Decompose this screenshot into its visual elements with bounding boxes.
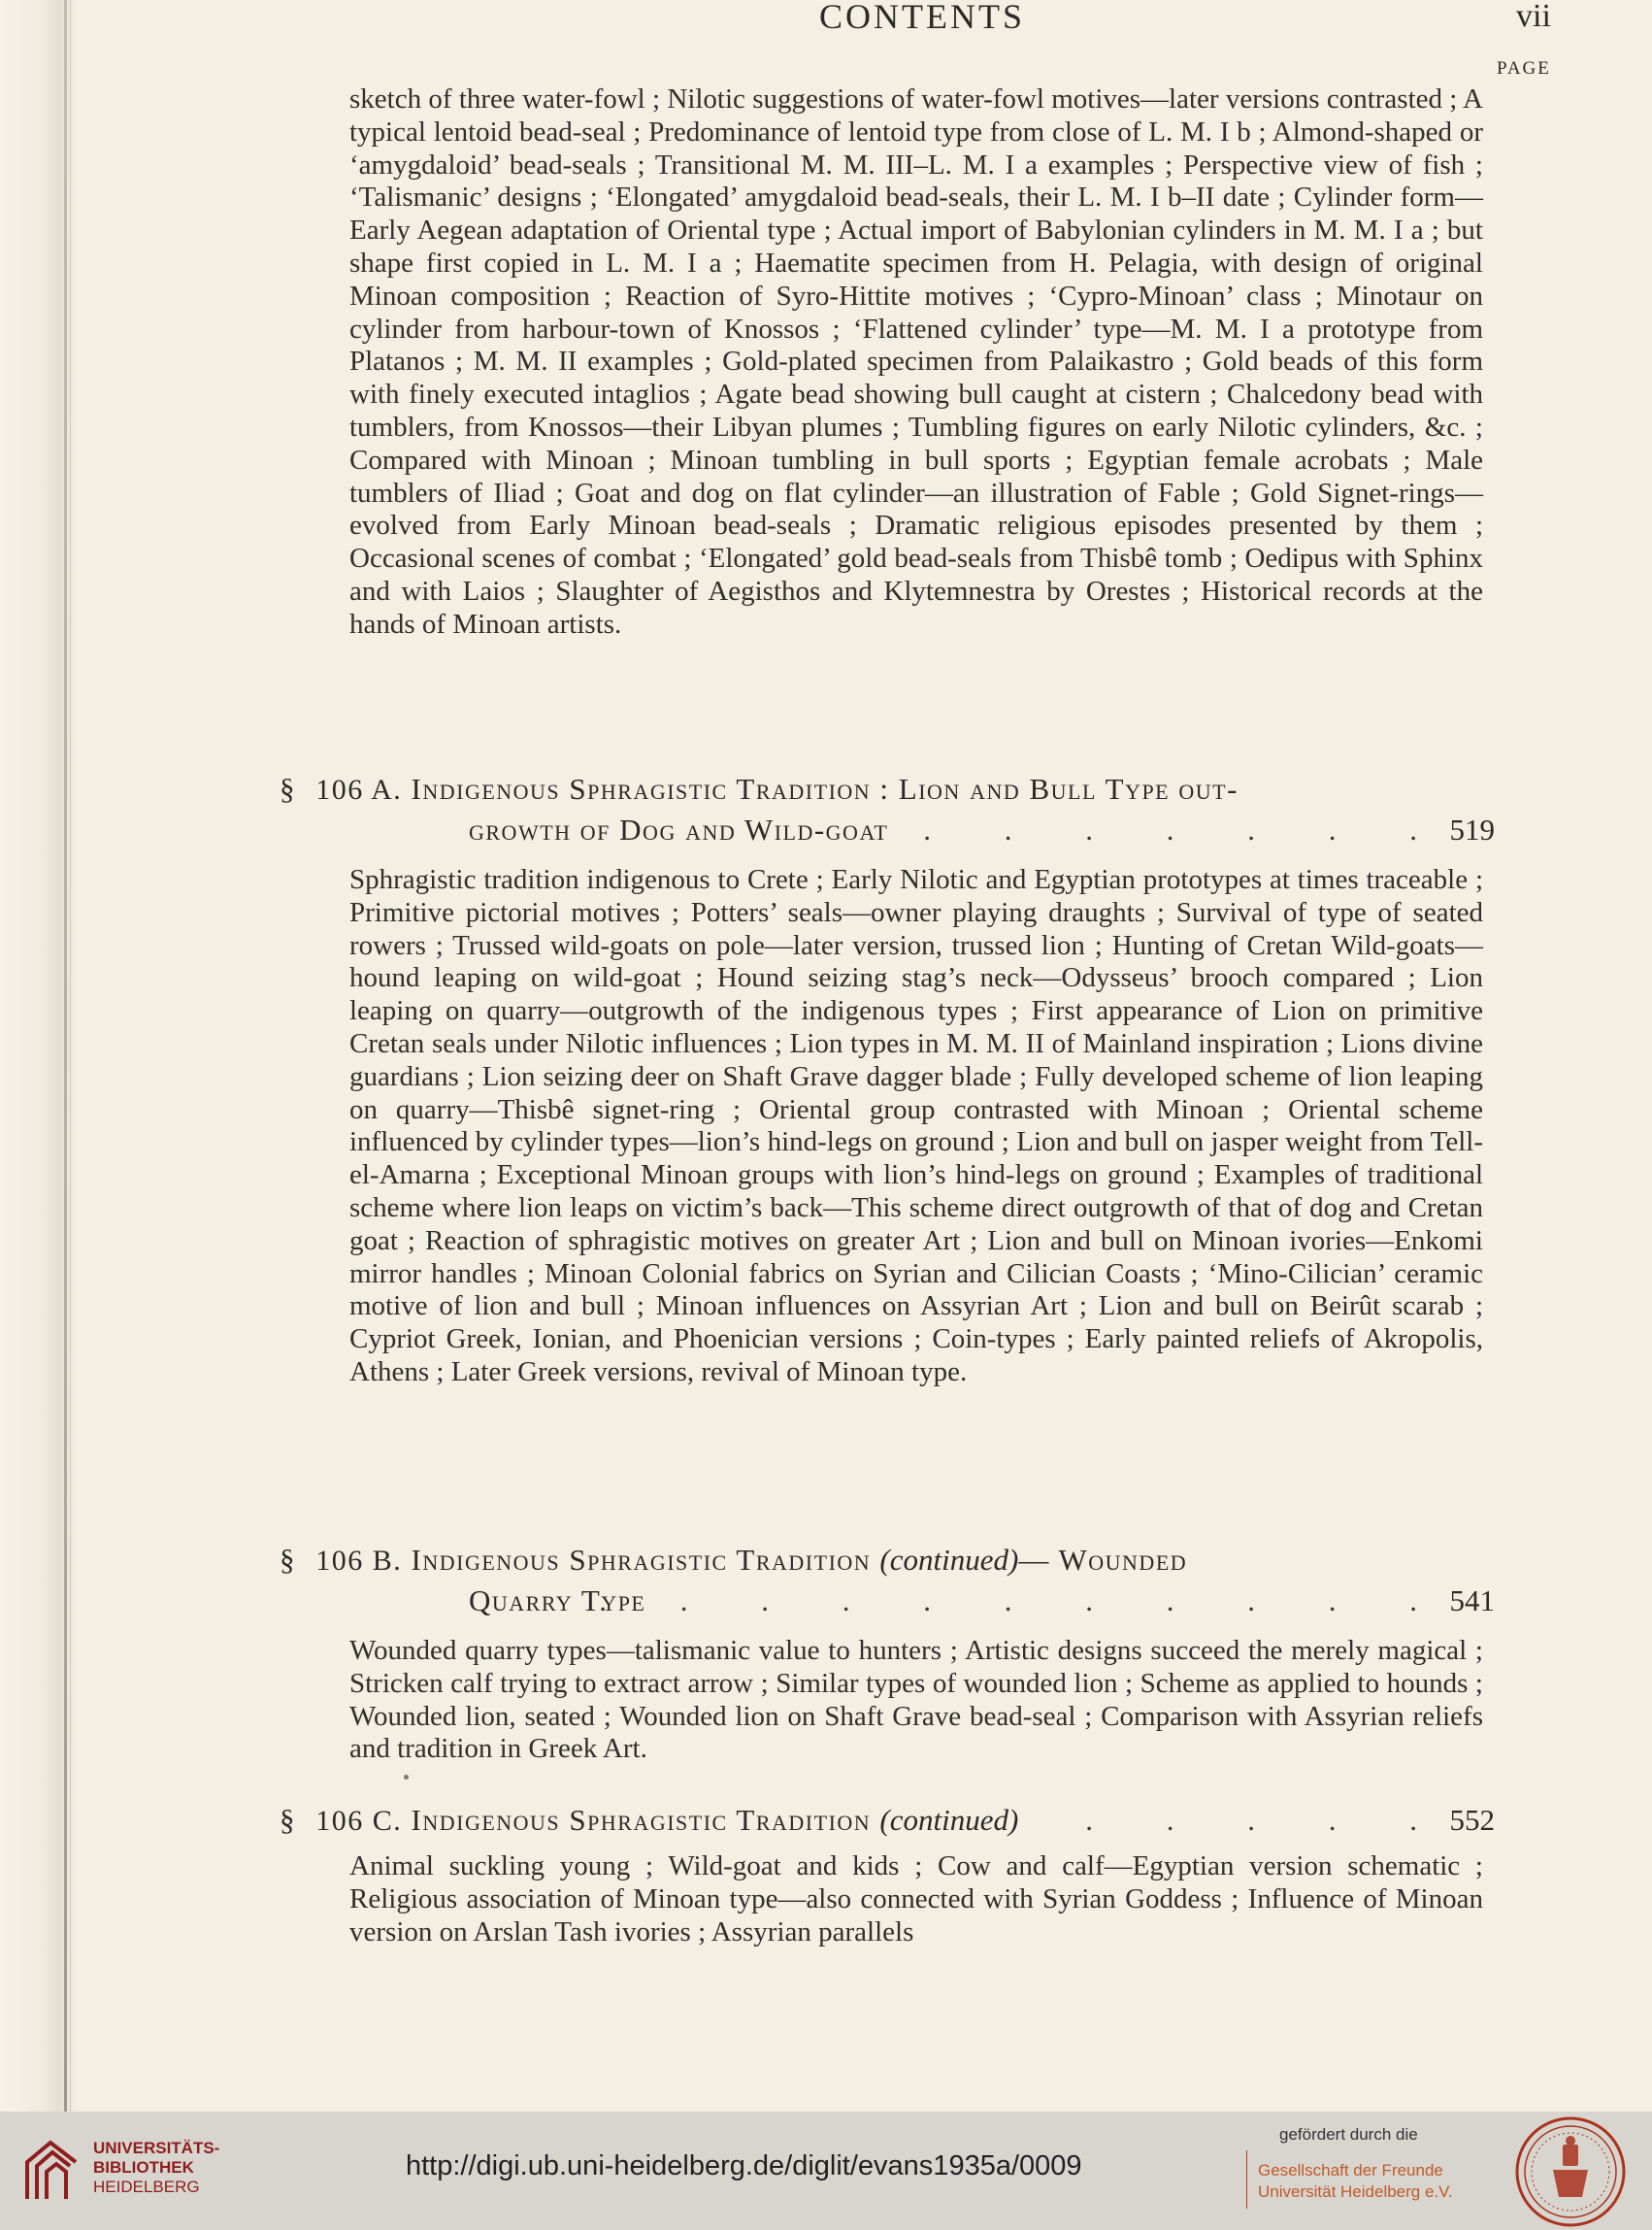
section-symbol: § — [280, 1543, 296, 1577]
ink-speck — [404, 1775, 409, 1780]
page-number: vii — [1516, 0, 1551, 34]
society-name-line1: Gesellschaft der Freunde — [1258, 2161, 1443, 2180]
section-page-number: 541 — [1449, 1583, 1495, 1617]
section-106a-title-line2 — [280, 810, 1495, 850]
section-106b-body: Wounded quarry types—talismanic value to hunters ; Artistic designs succeed the merely magical ; Stricken calf trying to extract arrow ; Similar types of wounded lion ; Scheme as applied to hounds ; Wounded lion, seated ; Wounded lion on Shaft Grave bead-seal ; Comparison with Assyrian reliefs and tradition in Greek Art. — [349, 1635, 1483, 1765]
page-title: CONTENTS — [819, 0, 1025, 36]
dot-leaders: . . . . . . . — [923, 813, 1450, 847]
dot-leaders: . . . . . . . . . . . — [599, 1583, 1450, 1617]
intro-paragraph: sketch of three water-fowl ; Nilotic suggestions of water-fowl motives—later versions contrasted ; A typical lentoid bead-seal ; Predominance of lentoid type from close of L. M. I b ; Almond-shaped or ‘amygdaloid’ bead-seals ; Transitional M. M. III–L. M. I a examples ; Perspective view of fish ; ‘Talismanic’ designs ; ‘Elongated’ amygdaloid bead-seals, their L. M. I b–II date ; Cylinder form—Early Aegean adaptation of Oriental type ; Actual import of Babylonian cylinders in M. M. I a ; but shape first copied in L. M. I a ; Haematite specimen from H. Pelagia, with design of original Minoan composition ; Reaction of Syro-Hittite motives ; ‘Cypro-Minoan’ class ; Minotaur on cylinder from harbour-town of Knossos ; ‘Flattened cylinder’ type—M. M. I a prototype from Platanos ; M. M. II examples ; Gold-plated specimen from Palaikastro ; Gold beads of this form with finely executed intaglios ; Agate bead showing bull caught at cistern ; Chalcedony bead with tumblers, from Knossos—their Libyan plumes ; Tumbling figures on early Nilotic cylinders, &c. ; Compared with Minoan ; Minoan tumbling in bull sports ; Egyptian female acrobats ; Male tumblers of Iliad ; Goat and dog on flat cylinder—an illustration of Fable ; Gold Signet-rings—evolved from Early Minoan bead-seals ; Dramatic religious episodes presented by them ; Occasional scenes of combat ; ‘Elongated’ gold bead-seals from Thisbê tomb ; Oedipus with Sphinx and with Laios ; Slaughter of Aegisthos and Klytemnestra by Orestes ; Historical records at the hands of Minoan artists. — [349, 83, 1483, 640]
library-name-line2: BIBLIOTHEK — [93, 2158, 194, 2177]
section-106b-title-line1 — [280, 1540, 1489, 1581]
section-number: 106 B. — [315, 1545, 403, 1577]
section-symbol: § — [280, 772, 296, 806]
society-name-line2: Universität Heidelberg e.V. — [1258, 2182, 1453, 2201]
section-106b-heading — [280, 1540, 1495, 1621]
section-number: 106 C. — [315, 1805, 403, 1837]
dot-leaders: . . . . . — [1085, 1803, 1450, 1837]
section-106a-heading — [280, 769, 1495, 850]
section-symbol: § — [280, 1803, 296, 1837]
section-title-italic: (continued) — [879, 1803, 1019, 1837]
library-name-line3: HEIDELBERG — [93, 2178, 200, 2196]
section-page-number: 552 — [1449, 1803, 1495, 1837]
gutter-edge-line — [70, 0, 71, 2112]
permalink-url[interactable]: http://digi.ub.uni-heidelberg.de/diglit/evans1935a/0009 — [406, 2150, 1082, 2181]
section-106a-title-line1 — [280, 769, 1489, 810]
section-title-continued: Quarry Type — [469, 1583, 646, 1617]
section-title: Indigenous Sphragistic Tradition — [411, 1543, 872, 1577]
running-head — [0, 0, 1652, 39]
society-name — [1258, 2160, 1453, 2203]
funded-by-text: gefördert durch die — [1279, 2125, 1418, 2144]
section-106b-title-line2 — [280, 1581, 1495, 1621]
section-title: Indigenous Sphragistic Tradition — [411, 1803, 872, 1837]
section-page-number: 519 — [1449, 813, 1495, 847]
gutter-shadow-line — [64, 0, 67, 2112]
university-seal-icon — [1514, 2115, 1627, 2228]
section-number: 106 A. — [315, 774, 403, 806]
section-title-continued: growth of Dog and Wild-goat — [469, 813, 889, 847]
library-name — [93, 2139, 219, 2197]
section-106c-heading — [280, 1800, 1495, 1841]
library-logo-icon — [21, 2133, 82, 2205]
library-name-line1: UNIVERSITÄTS- — [93, 2139, 220, 2157]
section-106c-body: Animal suckling young ; Wild-goat and kids ; Cow and calf—Egyptian version schematic ; Religious association of Minoan type—also connected with Syrian Goddess ; Influence of Minoan version on Arslan Tash ivories ; Assyrian parallels — [349, 1850, 1483, 1947]
section-106a-body: Sphragistic tradition indigenous to Crete ; Early Nilotic and Egyptian prototypes at times traceable ; Primitive pictorial motives ; Potters’ seals—owner playing draughts ; Survival of type of seated rowers ; Trussed wild-goats on pole—later version, trussed lion ; Hunting of Cretan Wild-goats—hound leaping on wild-goat ; Hound seizing stag’s neck—Odysseus’ brooch compared ; Lion leaping on quarry—outgrowth of the indigenous types ; First appearance of Lion on primitive Cretan seals under Nilotic influences ; Lion types in M. M. II of Mainland inspiration ; Lions divine guardians ; Lion seizing deer on Shaft Grave dagger blade ; Fully developed scheme of lion leaping on quarry—Thisbê signet-ring ; Oriental group contrasted with Minoan ; Oriental scheme influenced by cylinder types—lion’s hind-legs on ground ; Lion and bull on jasper weight from Tell-el-Amarna ; Exceptional Minoan groups with lion’s hind-legs on ground ; Examples of traditional scheme where lion leaps on victim’s back—This scheme direct outgrowth of that of dog and Cretan goat ; Reaction of sphragistic motives on greater Art ; Lion and bull on Minoan ivories—Enkomi mirror handles ; Minoan Colonial fabrics on Syrian and Cilician Coasts ; ‘Mino-Cilician’ ceramic motive of lion and bull ; Minoan influences on Assyrian Art ; Lion and bull on Beirût scarab ; Cypriot Greek, Ionian, and Phoenician versions ; Coin-types ; Early painted reliefs of Akropolis, Athens ; Later Greek versions, revival of Minoan type. — [349, 864, 1483, 1387]
section-title: Indigenous Sphragistic Tradition : Lion and Bull Type out- — [411, 772, 1239, 806]
page-column-label: PAGE — [1497, 58, 1551, 79]
section-title-suffix: — Wounded — [1018, 1543, 1188, 1577]
section-title-italic: (continued) — [879, 1543, 1019, 1577]
digitization-footer — [0, 2112, 1652, 2230]
society-divider — [1246, 2150, 1247, 2209]
section-106c-title-line1 — [280, 1800, 1495, 1841]
